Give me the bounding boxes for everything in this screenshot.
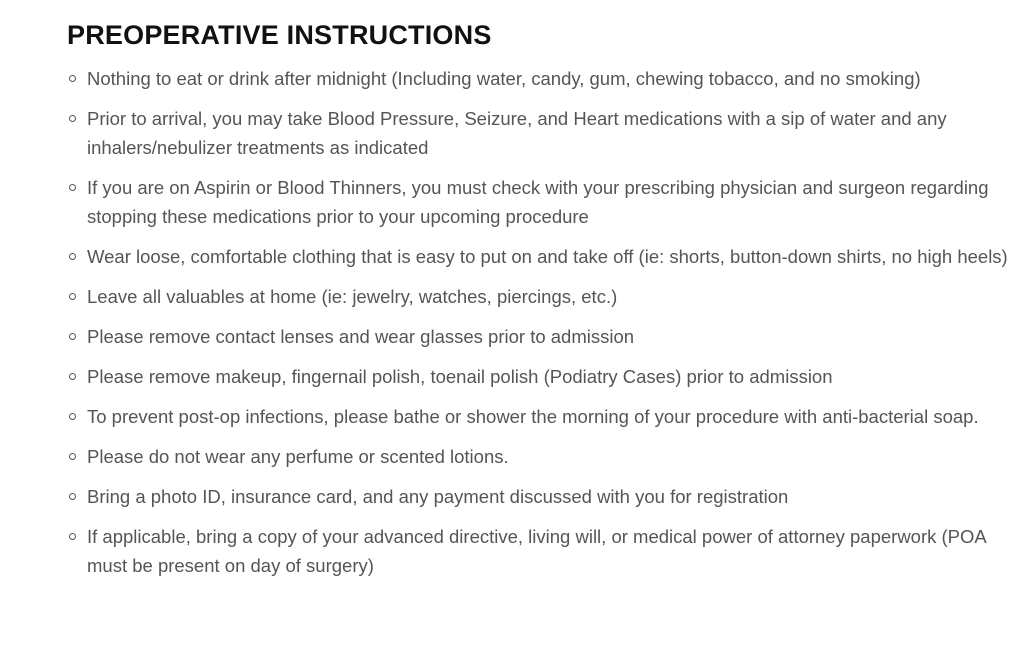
list-item-text: Please remove makeup, fingernail polish, toenail polish (Podiatry Cases) prior to admission xyxy=(87,366,833,387)
list-item-text: Bring a photo ID, insurance card, and any payment discussed with you for registration xyxy=(87,486,789,507)
list-item xyxy=(67,482,1012,511)
list-item-text: Please remove contact lenses and wear glasses prior to admission xyxy=(87,326,635,347)
list-item-text: If you are on Aspirin or Blood Thinners, you must check with your prescribing physician and surgeon regarding stopping these medications prior to your upcoming procedure xyxy=(87,177,989,227)
list-item-text: To prevent post-op infections, please bathe or shower the morning of your procedure with anti-bacterial soap. xyxy=(87,406,979,427)
list-item xyxy=(67,242,1012,271)
circle-bullet-icon xyxy=(69,253,76,260)
list-item xyxy=(67,402,1012,431)
circle-bullet-icon xyxy=(69,493,76,500)
circle-bullet-icon xyxy=(69,413,76,420)
list-item xyxy=(67,442,1012,471)
instructions-section xyxy=(67,18,1012,591)
circle-bullet-icon xyxy=(69,453,76,460)
list-item-text: Please do not wear any perfume or scented lotions. xyxy=(87,446,509,467)
list-item xyxy=(67,282,1012,311)
list-item-text: Wear loose, comfortable clothing that is easy to put on and take off (ie: shorts, button-down shirts, no high heels) xyxy=(87,246,1008,267)
list-item-text: Nothing to eat or drink after midnight (Including water, candy, gum, chewing tobacco, and no smoking) xyxy=(87,68,921,89)
list-item xyxy=(67,522,1012,580)
circle-bullet-icon xyxy=(69,75,76,82)
list-item xyxy=(67,173,1012,231)
circle-bullet-icon xyxy=(69,333,76,340)
circle-bullet-icon xyxy=(69,184,76,191)
list-item xyxy=(67,322,1012,351)
list-item-text: Prior to arrival, you may take Blood Pressure, Seizure, and Heart medications with a sip of water and any inhalers/nebulizer treatments as indicated xyxy=(87,108,947,158)
list-item xyxy=(67,362,1012,391)
circle-bullet-icon xyxy=(69,373,76,380)
page-title: PREOPERATIVE INSTRUCTIONS xyxy=(67,20,492,50)
list-item xyxy=(67,104,1012,162)
list-item xyxy=(67,64,1012,93)
circle-bullet-icon xyxy=(69,293,76,300)
list-item-text: If applicable, bring a copy of your advanced directive, living will, or medical power of attorney paperwork (POA must be present on day of surgery) xyxy=(87,526,986,576)
list-item-text: Leave all valuables at home (ie: jewelry, watches, piercings, etc.) xyxy=(87,286,618,307)
circle-bullet-icon xyxy=(69,533,76,540)
instructions-list xyxy=(67,64,1012,580)
circle-bullet-icon xyxy=(69,115,76,122)
